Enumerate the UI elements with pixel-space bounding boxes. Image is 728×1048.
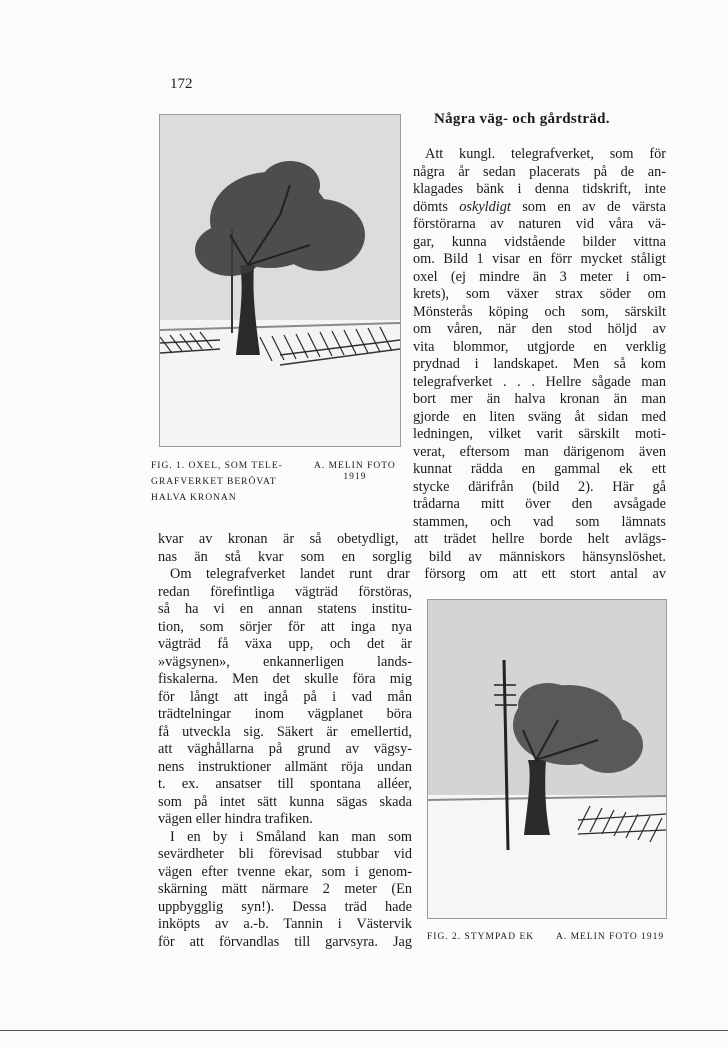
text-line: Att kungl. telegrafverket, som för (425, 146, 666, 162)
text-line: ledningen, vilket varit särskilt moti- (413, 426, 666, 442)
caption-line: GRAFVERKET BERÖVAT (151, 477, 277, 487)
text-line: för långt att ingå på i vad mån (158, 688, 412, 705)
figure-1-photo (159, 114, 401, 447)
text-line: verat, eftersom man därigenom även (413, 443, 666, 460)
text-line: för att förvandlas till garvsyra. Jag (158, 933, 412, 950)
figure-1-caption (151, 458, 283, 506)
text-line: kvar av kronan är så obetydligt, att trädet hellre borde helt avlägs- (158, 531, 666, 547)
text-line: klagades bänk i denna tidskrift, inte (413, 181, 666, 197)
text-line: få utveckla sig. Säkert är emellertid, (158, 723, 412, 740)
text-line: »vägsynen», enkannerligen lands- (158, 653, 412, 670)
text-line: t. ex. ansatser till spontana alléer, (158, 776, 412, 792)
text-line: att väghållarna på grund av vägsy- (158, 741, 412, 757)
text-line: vägen eller hindra trafiken. (158, 811, 313, 827)
text-line: telegrafverket . . . Hellre sågade man (413, 373, 666, 390)
text-line: trådarna mitt över den avsågade (413, 496, 666, 512)
text-line: inköpts av a.-b. Tannin i Västervik (158, 916, 412, 932)
text-line: trädtelningar inom vägplanet böra (158, 706, 412, 722)
text-line: tion, som sörjer för att inga nya (158, 618, 412, 635)
text-line: Om telegrafverket landet runt drar försorg om att ett stort antal av (170, 566, 666, 582)
text-line: Mönsterås köping och som, särskilt (413, 303, 666, 320)
text-line: stycke därifrån (bild 2). Här gå (413, 478, 666, 495)
page-bottom-rule (0, 1030, 728, 1031)
text-line: sevärdheter bli förevisad stubbar vid (158, 846, 412, 862)
text-line: fiskalerna. Men det skulle föra mig (158, 671, 412, 687)
text-line: nas än stå kvar som en sorglig bild av människors hänsynslöshet. (158, 548, 666, 565)
credit-line: A. MELIN FOTO (314, 461, 396, 471)
text-line: I en by i Småland kan man som (170, 828, 412, 845)
text-line: vägen efter tvenne ekar, som i genom- (158, 863, 412, 880)
text-line: om våren, när den stod höljd av (413, 321, 666, 337)
text-line: skärning mätt närmare 2 meter (En (158, 881, 412, 897)
text-line: så ha vi en annan statens institu- (158, 601, 412, 617)
text-line: prydnad i landskapet. Men så kom (413, 356, 666, 372)
text-line: om. Bild 1 visar en förr mycket ståligt (413, 251, 666, 267)
article-title: Några väg- och gårdsträd. (434, 111, 610, 127)
text-line: stammen, och vad som lämnats (413, 513, 666, 530)
figure-2-caption: FIG. 2. STYMPAD EK (427, 932, 535, 942)
text-line: gar, kunna vidstående bilder vittna (413, 233, 666, 250)
figure-2-credit: A. MELIN FOTO 1919 (556, 932, 665, 942)
credit-line: 1919 (343, 472, 367, 482)
text-line: bort mer än halva kronan än man (413, 391, 666, 407)
text-line: dömts oskyldigt som en av de värsta (413, 198, 666, 215)
text-line: kunnat rädda en gammal ek ett (413, 461, 666, 477)
text-line: gjorde en liten sväng åt sidan med (413, 408, 666, 425)
text-line: vita blommor, utgjorde en verklig (413, 338, 666, 355)
text-line: krets), som växer strax söder om (413, 286, 666, 302)
text-line: som på intet sätt kunna sägas skada (158, 793, 412, 810)
text-line: nens instruktioner allmänt röja undan (158, 758, 412, 775)
text-line: förstörarna av naturen vid våra vä- (413, 216, 666, 232)
page-number: 172 (170, 76, 193, 92)
figure-1-credit (314, 458, 396, 485)
text-line: oxel (ej mindre än 3 meter i om- (413, 268, 666, 285)
italic-word: oskyldigt (459, 198, 511, 215)
text-line: uppbygglig syn!). Dessa träd hade (158, 898, 412, 915)
figure-2-photo (427, 599, 667, 919)
text-line: några år sedan placerats på de an- (413, 163, 666, 180)
caption-line: FIG. 1. OXEL, SOM TELE- (151, 461, 283, 471)
caption-line: HALVA KRONAN (151, 493, 237, 503)
text-line: redan förefintliga vägträd förstöras, (158, 583, 412, 600)
text-line: vägträd få växa upp, och det är (158, 636, 412, 652)
